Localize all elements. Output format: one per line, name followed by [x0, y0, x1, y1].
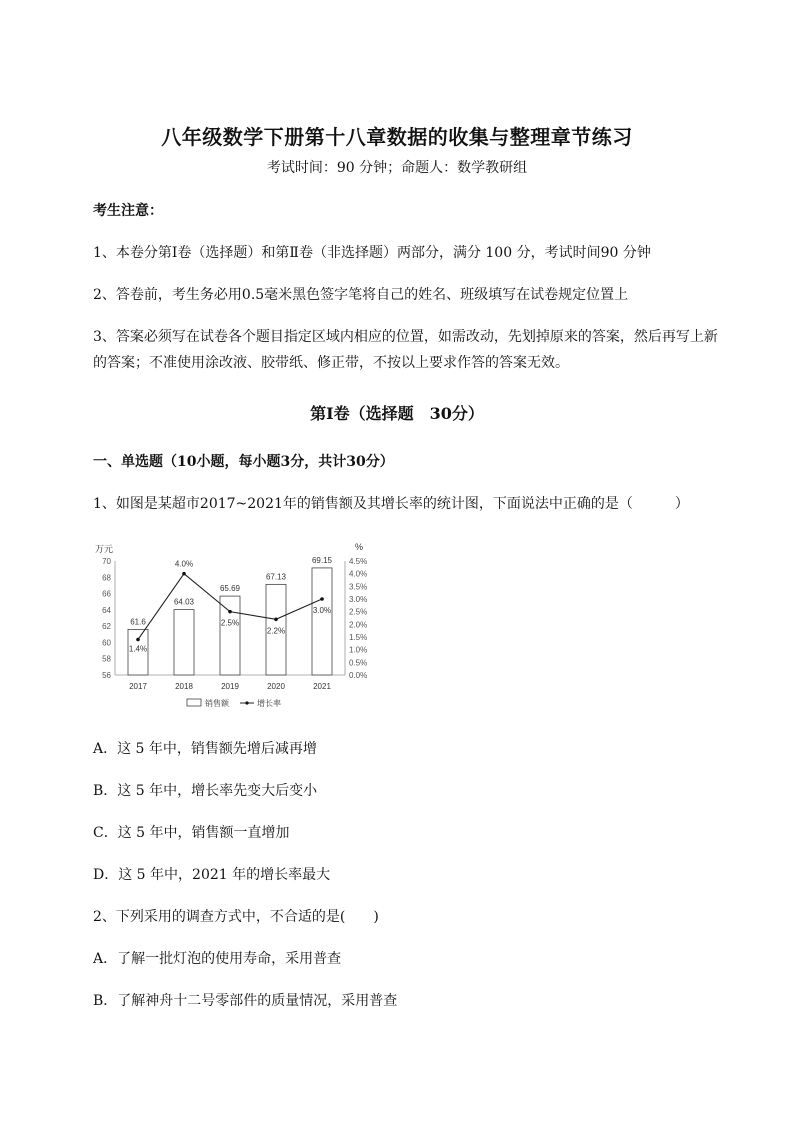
left-tick-label: 68	[102, 573, 111, 583]
bar-label-2018: 64.03	[173, 597, 195, 607]
category-label: 2021	[313, 682, 331, 691]
notice-item-3-continued: 的答案；不准使用涂改液、胶带纸、修正带，不按以上要求作答的答案无效。	[93, 355, 569, 371]
bar-2018	[174, 610, 194, 675]
question-1-option-c[interactable]: C．这 5 年中，销售额一直增加	[93, 825, 290, 841]
growth-label-2018: 4.0%	[174, 559, 194, 569]
left-axis-unit: 万元	[95, 544, 114, 554]
bar-2019	[220, 596, 240, 675]
right-tick-label: 0.5%	[349, 658, 368, 668]
notice-item-2: 2、答卷前，考生务必用0.5毫米黑色签字笔将自己的姓名、班级填写在试卷规定位置上	[93, 287, 629, 303]
question-1-option-a[interactable]: A．这 5 年中，销售额先增后减再增	[93, 741, 317, 757]
bar-label-2020: 67.13	[265, 572, 287, 582]
right-tick-label: 3.5%	[349, 582, 368, 592]
legend-line-marker	[245, 701, 248, 704]
left-tick-label: 58	[102, 654, 111, 664]
exam-info: 考试时间：90 分钟；命题人：数学教研组	[266, 160, 528, 176]
right-tick-label: 4.5%	[349, 557, 368, 566]
legend-bar-label: 销售额	[205, 699, 229, 708]
question-2-stem: 2、下列采用的调查方式中，不合适的是( )	[93, 909, 379, 925]
legend-bar-swatch	[187, 699, 201, 706]
growth-label-2020: 2.2%	[266, 626, 286, 636]
right-tick-label: 2.5%	[349, 607, 368, 617]
notice-heading: 考生注意：	[93, 203, 163, 219]
category-label: 2019	[221, 682, 239, 691]
growth-label-2021: 3.0%	[312, 606, 332, 615]
left-tick-label: 60	[102, 638, 111, 648]
growth-label-2019: 2.5%	[220, 618, 240, 628]
category-label: 2020	[267, 682, 285, 691]
sales-growth-chart	[90, 538, 390, 718]
left-tick-label: 64	[102, 605, 111, 615]
bar-label-2019: 65.69	[219, 584, 241, 594]
left-tick-label: 62	[102, 622, 111, 632]
left-tick-label: 70	[102, 557, 111, 566]
question-2-option-a[interactable]: A．了解一批灯泡的使用寿命，采用普查	[93, 951, 342, 967]
growth-point-2019	[228, 610, 232, 614]
bar-label-2021: 69.15	[311, 555, 333, 565]
right-axis-unit: %	[355, 542, 364, 552]
question-1-option-b[interactable]: B．这 5 年中，增长率先变大后变小	[93, 783, 318, 799]
right-tick-label: 3.0%	[349, 595, 368, 604]
question-1-stem: 1、如图是某超市2017~2021年的销售额及其增长率的统计图，下面说法中正确的是（ ）	[93, 496, 689, 512]
growth-point-2018	[182, 572, 186, 576]
legend-line-label: 增长率	[257, 699, 281, 708]
part-heading: 一、单选题（10小题，每小题3分，共计30分）	[93, 454, 394, 470]
question-1-option-d[interactable]: D．这 5 年中，2021 年的增长率最大	[93, 867, 331, 883]
left-tick-label: 56	[102, 671, 111, 680]
notice-item-1: 1、本卷分第Ⅰ卷（选择题）和第Ⅱ卷（非选择题）两部分，满分 100 分，考试时间90 分钟	[93, 245, 651, 261]
bar-label-2017: 61.6	[130, 617, 146, 627]
right-tick-label: 1.5%	[349, 633, 368, 642]
page-title: 八年级数学下册第十八章数据的收集与整理章节练习	[161, 125, 633, 149]
growth-point-2021	[320, 597, 324, 601]
category-label: 2018	[175, 682, 193, 691]
right-tick-label: 4.0%	[349, 569, 368, 579]
question-2-option-b[interactable]: B．了解神舟十二号零部件的质量情况，采用普查	[93, 993, 398, 1009]
left-tick-label: 66	[102, 589, 111, 599]
right-tick-label: 1.0%	[349, 645, 368, 655]
growth-label-2017: 1.4%	[128, 644, 148, 654]
right-tick-label: 0.0%	[349, 671, 368, 680]
growth-point-2017	[136, 638, 140, 642]
growth-point-2020	[274, 617, 278, 621]
notice-item-3: 3、答案必须写在试卷各个题目指定区域内相应的位置，如需改动，先划掉原来的答案，然后再写上新	[93, 329, 718, 345]
bar-2021	[312, 568, 332, 675]
section-title: 第Ⅰ卷（选择题 30分）	[310, 404, 484, 423]
right-tick-label: 2.0%	[349, 620, 368, 630]
category-label: 2017	[129, 682, 147, 691]
